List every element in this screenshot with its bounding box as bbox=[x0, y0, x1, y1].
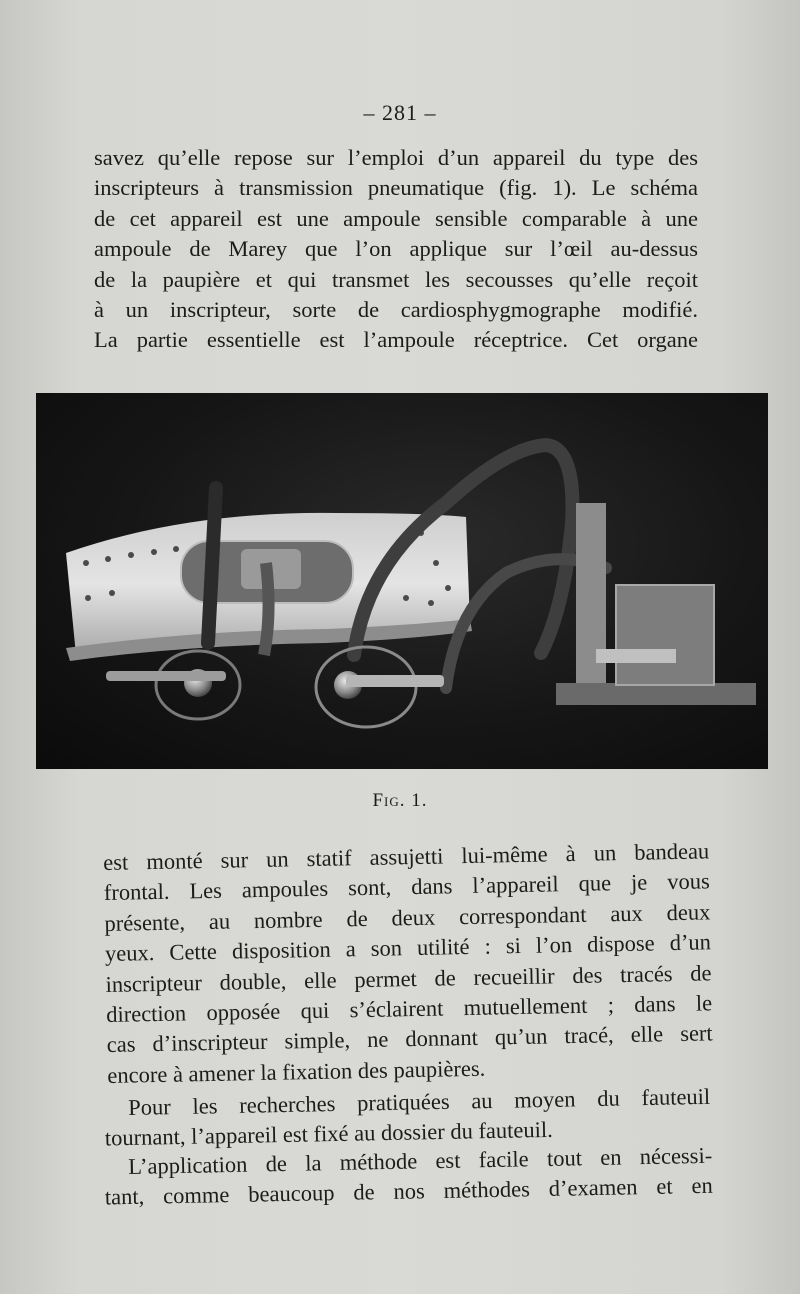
text-line: de cet appareil est une ampoule sensible comparable à une bbox=[94, 205, 698, 231]
text-line: L’application de la méthode est facile tout en nécessi- bbox=[128, 1142, 713, 1179]
text-line: yeux. Cette disposition a son utilité : si l’on dispose d’un bbox=[104, 929, 712, 967]
text-line: à un inscripteur, sorte de cardiosphygmographe modifié. bbox=[94, 297, 698, 323]
page-number: – 281 – bbox=[363, 100, 437, 125]
paragraph-intro bbox=[94, 143, 698, 356]
paragraph-description bbox=[103, 836, 714, 1091]
caption-prefix: Fig. bbox=[372, 790, 406, 811]
text-line: de la paupière et qui transmet les secousses qu’elle reçoit bbox=[94, 266, 698, 292]
apparatus-photo-illustration bbox=[36, 393, 768, 769]
text-line: inscripteur double, elle permet de recueillir des tracés de bbox=[105, 959, 712, 997]
text-line: Pour les recherches pratiquées au moyen du fauteuil bbox=[128, 1083, 711, 1120]
text-line: inscripteurs à transmission pneumatique (fig. 1). Le schéma bbox=[94, 175, 698, 201]
text-line: est monté sur un statif assujetti lui-même à un bandeau bbox=[103, 838, 710, 875]
text-line: cas d’inscripteur simple, ne donnant qu’un tracé, elle sert bbox=[106, 1020, 713, 1058]
text-line: tournant, l’appareil est fixé au dossier du fauteuil. bbox=[104, 1117, 554, 1151]
figure-caption bbox=[0, 790, 800, 812]
paragraph-application bbox=[104, 1141, 713, 1213]
caption-number: 1. bbox=[411, 790, 428, 811]
text-line: savez qu’elle repose sur l’emploi d’un appareil du type des bbox=[94, 145, 698, 170]
text-line: encore à amener la fixation des paupières. bbox=[107, 1055, 486, 1088]
text-line: tant, comme beaucoup de nos méthodes d’examen et en bbox=[104, 1173, 713, 1210]
figure-photograph bbox=[36, 393, 768, 769]
text-line: frontal. Les ampoules sont, dans l’appareil que je vous bbox=[103, 868, 710, 906]
text-line: ampoule de Marey que l’on applique sur l’œil au-dessus bbox=[94, 236, 698, 262]
text-line: La partie essentielle est l’ampoule réceptrice. Cet organe bbox=[94, 327, 698, 353]
text-line: présente, au nombre de deux correspondant aux deux bbox=[104, 899, 711, 936]
text-line: direction opposée qui s’éclairent mutuellement ; dans le bbox=[105, 990, 713, 1027]
